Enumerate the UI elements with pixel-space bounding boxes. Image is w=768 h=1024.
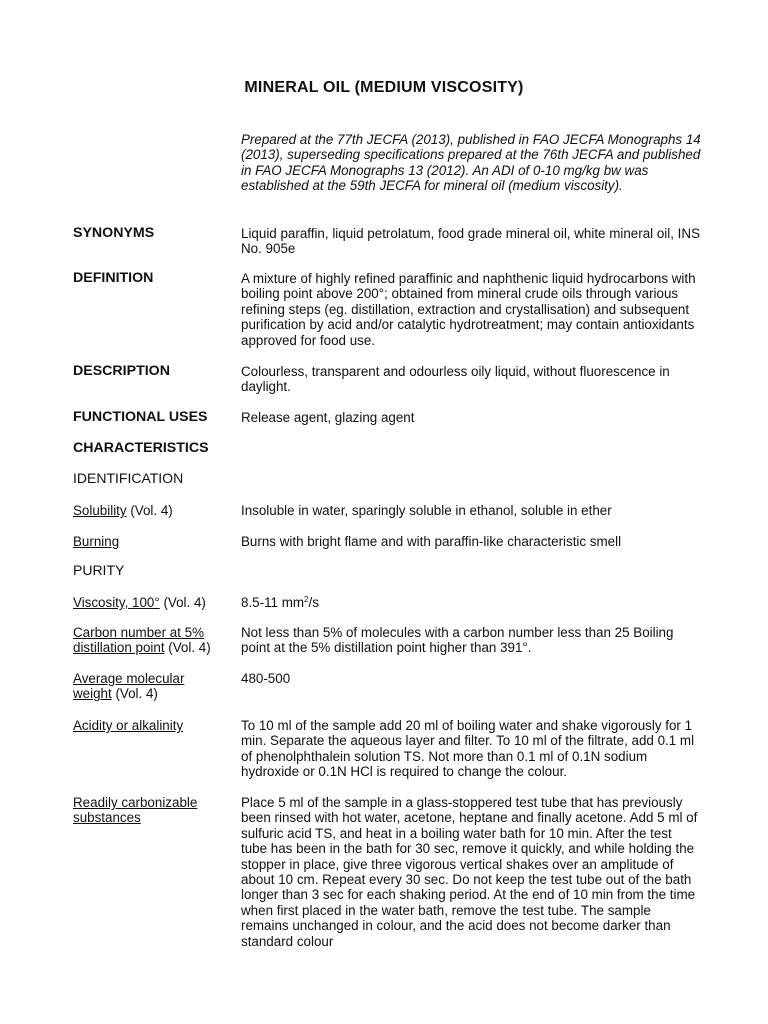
avg-mol-weight-link-2: weight	[73, 686, 112, 702]
avg-mol-weight-label	[73, 671, 233, 702]
avg-mol-weight-vol: (Vol. 4)	[111, 686, 158, 702]
description-label: DESCRIPTION	[73, 363, 170, 379]
definition-value: A mixture of highly refined paraffinic and naphthenic liquid hydrocarbons with boiling point above 200°; obtained from mineral crude oils through various refining steps (eg. distillation, extraction and crystallisation) and subsequent purification by acid and/or catalytic hydrotreatment; may contain antioxidants approved for food use.	[241, 271, 696, 348]
synonyms-label: SYNONYMS	[73, 225, 155, 241]
viscosity-link: Viscosity, 100°	[73, 595, 160, 610]
carbon-number-value: Not less than 5% of molecules with a carbon number less than 25 Boiling point at the 5% distillation point higher than 391°.	[241, 625, 674, 656]
intro-paragraph: Prepared at the 77th JECFA (2013), published in FAO JECFA Monographs 14 (2013), superseding specifications prepared at the 76th JECFA and published in FAO JECFA Monographs 13 (2012). An ADI of 0-10 mg/kg bw was established at the 59th JECFA for mineral oil (medium viscosity).	[241, 132, 701, 194]
acidity-label-wrap	[73, 718, 233, 733]
acidity-label: Acidity or alkalinity	[73, 718, 184, 733]
description-value: Colourless, transparent and odourless oily liquid, without fluorescence in daylight.	[241, 364, 670, 395]
definition-label: DEFINITION	[73, 270, 154, 286]
viscosity-value-sup: 2	[304, 595, 309, 604]
functional-uses-label: FUNCTIONAL USES	[73, 409, 208, 425]
carbon-number-vol: (Vol. 4)	[164, 640, 211, 656]
solubility-link: Solubility	[73, 503, 127, 518]
solubility-label	[73, 503, 233, 518]
solubility-vol: (Vol. 4)	[126, 503, 173, 518]
synonyms-value: Liquid paraffin, liquid petrolatum, food grade mineral oil, white mineral oil, INS No. 905e	[241, 226, 700, 257]
carbonizable-link-2: substances	[73, 810, 141, 826]
solubility-value: Insoluble in water, sparingly soluble in ethanol, soluble in ether	[241, 503, 612, 518]
acidity-value: To 10 ml of the sample add 20 ml of boiling water and shake vigorously for 1 min. Separate the aqueous layer and filter. To 10 ml of the filtrate, add 0.1 ml of phenolphthalein solution TS. Not more than 0.1 ml of 0.1N sodium hydroxide or 0.1N HCl is required to change the colour.	[241, 718, 695, 780]
identification-heading: IDENTIFICATION	[73, 470, 184, 486]
burning-value: Burns with bright flame and with paraffin-like characteristic smell	[241, 534, 622, 549]
burning-label: Burning	[73, 534, 120, 549]
avg-mol-weight-value: 480-500	[241, 671, 291, 686]
carbon-number-link-2: distillation point	[73, 640, 165, 656]
carbon-number-link-1: Carbon number at 5%	[73, 625, 205, 640]
viscosity-vol: (Vol. 4)	[159, 595, 206, 610]
characteristics-heading: CHARACTERISTICS	[73, 440, 209, 456]
viscosity-value	[241, 595, 701, 610]
page-title: MINERAL OIL (MEDIUM VISCOSITY)	[244, 79, 524, 96]
viscosity-label	[73, 595, 233, 610]
viscosity-value-main: 8.5-11 mm	[241, 595, 305, 610]
carbonizable-label	[73, 795, 233, 826]
avg-mol-weight-link-1: Average molecular	[73, 671, 185, 686]
purity-heading: PURITY	[73, 562, 125, 578]
burning-label-wrap	[73, 534, 233, 549]
viscosity-value-unit: /s	[308, 595, 319, 610]
carbon-number-label	[73, 625, 233, 656]
functional-uses-value: Release agent, glazing agent	[241, 410, 415, 425]
carbonizable-link-1: Readily carbonizable	[73, 795, 198, 810]
carbonizable-value: Place 5 ml of the sample in a glass-stoppered test tube that has previously been rinsed with hot water, acetone, heptane and finally acetone. Add 5 ml of sulfuric acid TS, and heat in a boiling water bath for 10 min. After the test tube has been in the bath for 30 sec, remove it quickly, and while holding the stopper in place, give three vigorous vertical shakes over an amplitude of about 10 cm. Repeat every 30 sec. Do not keep the test tube out of the bath longer than 3 sec for each shaking period. At the end of 10 min from the time when first placed in the water bath, remove the test tube. The sample remains unchanged in colour, and the acid does not become darker than standard colour	[241, 795, 698, 949]
